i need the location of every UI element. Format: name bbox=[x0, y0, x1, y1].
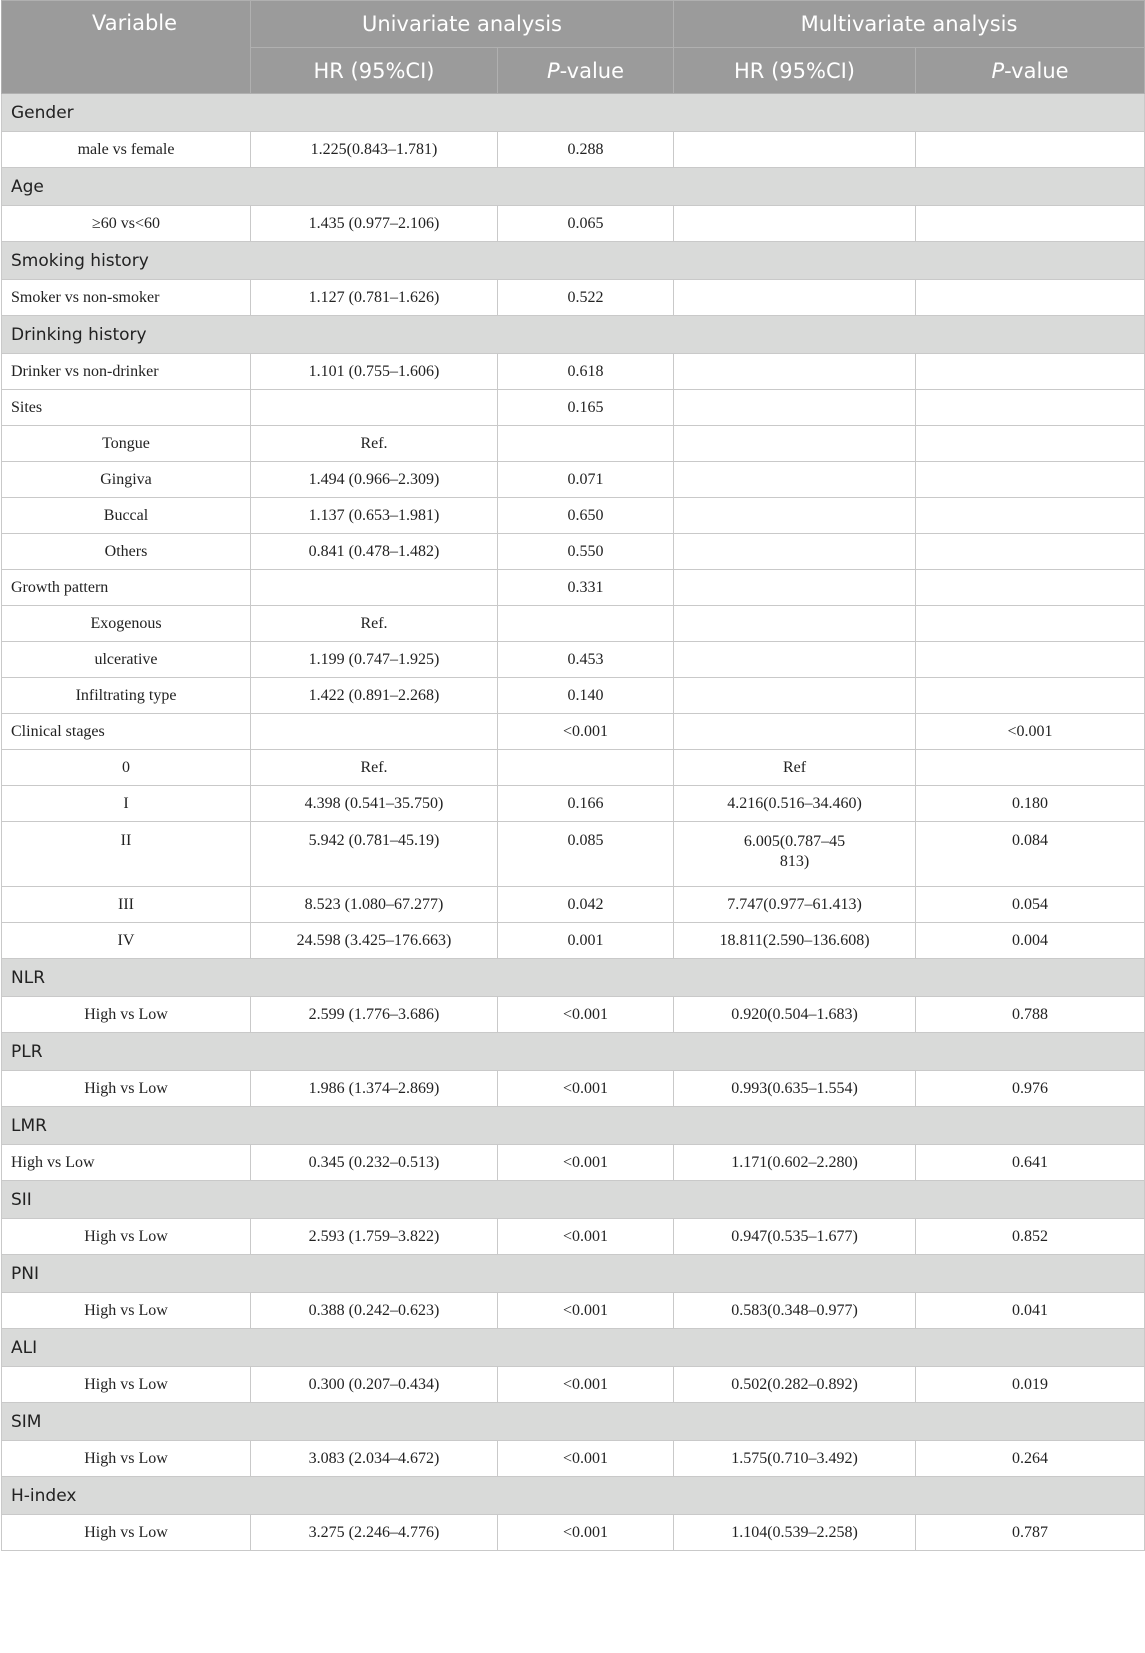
multivariate-p-cell bbox=[916, 606, 1145, 642]
univariate-hr-cell: 1.422 (0.891–2.268) bbox=[251, 678, 498, 714]
multivariate-hr-cell bbox=[674, 534, 916, 570]
group-label: ALI bbox=[2, 1329, 1145, 1367]
table-row bbox=[2, 390, 1145, 426]
header-multivariate-p bbox=[916, 48, 1145, 94]
hr-line-1: 6.005(0.787–45 bbox=[743, 833, 846, 850]
multivariate-hr-cell: 0.947(0.535–1.677) bbox=[674, 1219, 916, 1255]
group-label: H-index bbox=[2, 1477, 1145, 1515]
row-label: Clinical stages bbox=[2, 714, 251, 750]
group-label: SII bbox=[2, 1181, 1145, 1219]
univariate-p-cell: 0.085 bbox=[498, 822, 674, 887]
table-body bbox=[2, 94, 1145, 1551]
multivariate-hr-cell bbox=[674, 498, 916, 534]
multivariate-hr-cell bbox=[674, 642, 916, 678]
row-label: High vs Low bbox=[2, 1145, 251, 1181]
univariate-p-cell: 0.065 bbox=[498, 206, 674, 242]
univariate-hr-cell: 0.388 (0.242–0.623) bbox=[251, 1293, 498, 1329]
cox-regression-table bbox=[1, 0, 1145, 1551]
multivariate-p-cell: 0.976 bbox=[916, 1071, 1145, 1107]
univariate-hr-cell bbox=[251, 390, 498, 426]
group-label: Drinking history bbox=[2, 316, 1145, 354]
row-label: IV bbox=[2, 923, 251, 959]
row-label: Others bbox=[2, 534, 251, 570]
univariate-hr-cell: Ref. bbox=[251, 750, 498, 786]
row-label: High vs Low bbox=[2, 1293, 251, 1329]
multivariate-hr-cell: 4.216(0.516–34.460) bbox=[674, 786, 916, 822]
table-row bbox=[2, 997, 1145, 1033]
row-label: High vs Low bbox=[2, 1071, 251, 1107]
univariate-hr-cell: 24.598 (3.425–176.663) bbox=[251, 923, 498, 959]
table-row bbox=[2, 642, 1145, 678]
header-univariate: Univariate analysis bbox=[251, 1, 674, 48]
univariate-hr-cell: Ref. bbox=[251, 426, 498, 462]
row-label: II bbox=[2, 822, 251, 887]
univariate-hr-cell: 2.599 (1.776–3.686) bbox=[251, 997, 498, 1033]
group-label: Smoking history bbox=[2, 242, 1145, 280]
table-row bbox=[2, 786, 1145, 822]
multivariate-p-cell bbox=[916, 280, 1145, 316]
univariate-p-cell: 0.453 bbox=[498, 642, 674, 678]
univariate-p-cell: 0.071 bbox=[498, 462, 674, 498]
multivariate-hr-cell bbox=[674, 206, 916, 242]
multivariate-p-cell bbox=[916, 678, 1145, 714]
univariate-p-cell: <0.001 bbox=[498, 1219, 674, 1255]
table-row bbox=[2, 498, 1145, 534]
group-header-row bbox=[2, 1033, 1145, 1071]
table-row bbox=[2, 714, 1145, 750]
group-header-row bbox=[2, 242, 1145, 280]
univariate-p-cell: <0.001 bbox=[498, 1367, 674, 1403]
row-label: ulcerative bbox=[2, 642, 251, 678]
multivariate-p-cell: 0.264 bbox=[916, 1441, 1145, 1477]
multivariate-p-cell: 0.019 bbox=[916, 1367, 1145, 1403]
group-header-row bbox=[2, 94, 1145, 132]
group-header-row bbox=[2, 1477, 1145, 1515]
multivariate-p-cell: 0.041 bbox=[916, 1293, 1145, 1329]
univariate-hr-cell: 1.101 (0.755–1.606) bbox=[251, 354, 498, 390]
header-univariate-p bbox=[498, 48, 674, 94]
table-row bbox=[2, 678, 1145, 714]
table-row bbox=[2, 923, 1145, 959]
univariate-p-cell: 0.288 bbox=[498, 132, 674, 168]
multivariate-hr-cell: Ref bbox=[674, 750, 916, 786]
header-variable: Variable bbox=[2, 1, 251, 94]
multivariate-p-cell bbox=[916, 206, 1145, 242]
table-row bbox=[2, 462, 1145, 498]
multivariate-p-cell bbox=[916, 426, 1145, 462]
univariate-hr-cell: 1.225(0.843–1.781) bbox=[251, 132, 498, 168]
row-label: High vs Low bbox=[2, 1441, 251, 1477]
table-row bbox=[2, 354, 1145, 390]
multivariate-p-cell bbox=[916, 534, 1145, 570]
table-row bbox=[2, 1515, 1145, 1551]
group-label: SIM bbox=[2, 1403, 1145, 1441]
univariate-p-cell: 0.618 bbox=[498, 354, 674, 390]
multivariate-hr-cell: 18.811(2.590–136.608) bbox=[674, 923, 916, 959]
multivariate-p-cell: <0.001 bbox=[916, 714, 1145, 750]
univariate-p-cell: 0.166 bbox=[498, 786, 674, 822]
multivariate-hr-cell: 0.993(0.635–1.554) bbox=[674, 1071, 916, 1107]
group-label: PNI bbox=[2, 1255, 1145, 1293]
group-label: NLR bbox=[2, 959, 1145, 997]
univariate-p-cell: 0.331 bbox=[498, 570, 674, 606]
univariate-hr-cell bbox=[251, 714, 498, 750]
univariate-hr-cell: 3.275 (2.246–4.776) bbox=[251, 1515, 498, 1551]
p-suffix: -value bbox=[559, 58, 625, 83]
univariate-hr-cell: 0.841 (0.478–1.482) bbox=[251, 534, 498, 570]
multivariate-hr-cell bbox=[674, 822, 916, 887]
row-label: High vs Low bbox=[2, 1219, 251, 1255]
multivariate-hr-cell bbox=[674, 462, 916, 498]
group-header-row bbox=[2, 1255, 1145, 1293]
multivariate-p-cell: 0.180 bbox=[916, 786, 1145, 822]
row-label: Growth pattern bbox=[2, 570, 251, 606]
table-row bbox=[2, 1367, 1145, 1403]
multivariate-hr-cell: 0.920(0.504–1.683) bbox=[674, 997, 916, 1033]
univariate-hr-cell: 1.435 (0.977–2.106) bbox=[251, 206, 498, 242]
multivariate-p-cell bbox=[916, 390, 1145, 426]
univariate-p-cell bbox=[498, 426, 674, 462]
univariate-p-cell: 0.140 bbox=[498, 678, 674, 714]
header-univariate-hr: HR (95%CI) bbox=[251, 48, 498, 94]
row-label: High vs Low bbox=[2, 1367, 251, 1403]
group-label: PLR bbox=[2, 1033, 1145, 1071]
group-label: Gender bbox=[2, 94, 1145, 132]
multivariate-hr-cell bbox=[674, 714, 916, 750]
univariate-p-cell bbox=[498, 606, 674, 642]
univariate-hr-cell: 2.593 (1.759–3.822) bbox=[251, 1219, 498, 1255]
multivariate-p-cell bbox=[916, 498, 1145, 534]
row-label: Infiltrating type bbox=[2, 678, 251, 714]
row-label: High vs Low bbox=[2, 1515, 251, 1551]
row-label: Buccal bbox=[2, 498, 251, 534]
univariate-hr-cell: 0.300 (0.207–0.434) bbox=[251, 1367, 498, 1403]
multivariate-p-cell: 0.084 bbox=[916, 822, 1145, 887]
univariate-p-cell: <0.001 bbox=[498, 1515, 674, 1551]
table-row bbox=[2, 822, 1145, 887]
row-label: ≥60 vs<60 bbox=[2, 206, 251, 242]
multivariate-hr-cell: 0.502(0.282–0.892) bbox=[674, 1367, 916, 1403]
multivariate-hr-cell bbox=[674, 678, 916, 714]
univariate-p-cell: <0.001 bbox=[498, 714, 674, 750]
row-label: Sites bbox=[2, 390, 251, 426]
univariate-hr-cell: 1.494 (0.966–2.309) bbox=[251, 462, 498, 498]
row-label: Tongue bbox=[2, 426, 251, 462]
p-italic: P bbox=[546, 58, 560, 83]
group-header-row bbox=[2, 1329, 1145, 1367]
univariate-hr-cell: 1.199 (0.747–1.925) bbox=[251, 642, 498, 678]
univariate-p-cell: <0.001 bbox=[498, 997, 674, 1033]
univariate-p-cell: 0.522 bbox=[498, 280, 674, 316]
table-row bbox=[2, 606, 1145, 642]
row-label: High vs Low bbox=[2, 997, 251, 1033]
group-header-row bbox=[2, 1107, 1145, 1145]
row-label: male vs female bbox=[2, 132, 251, 168]
multivariate-hr-cell bbox=[674, 606, 916, 642]
univariate-p-cell: 0.001 bbox=[498, 923, 674, 959]
p-italic: P bbox=[991, 58, 1005, 83]
group-header-row bbox=[2, 1403, 1145, 1441]
multivariate-hr-cell: 0.583(0.348–0.977) bbox=[674, 1293, 916, 1329]
row-label: Smoker vs non-smoker bbox=[2, 280, 251, 316]
table-row bbox=[2, 1071, 1145, 1107]
group-label: Age bbox=[2, 168, 1145, 206]
multivariate-p-cell bbox=[916, 750, 1145, 786]
univariate-hr-cell bbox=[251, 570, 498, 606]
group-label: LMR bbox=[2, 1107, 1145, 1145]
row-label: Exogenous bbox=[2, 606, 251, 642]
table-row bbox=[2, 534, 1145, 570]
table-row bbox=[2, 887, 1145, 923]
row-label: Gingiva bbox=[2, 462, 251, 498]
univariate-p-cell: 0.165 bbox=[498, 390, 674, 426]
univariate-p-cell bbox=[498, 750, 674, 786]
group-header-row bbox=[2, 168, 1145, 206]
hr-line-2: 813) bbox=[779, 853, 810, 870]
table-row bbox=[2, 1441, 1145, 1477]
multivariate-p-cell bbox=[916, 642, 1145, 678]
group-header-row bbox=[2, 1181, 1145, 1219]
multivariate-hr-cell: 7.747(0.977–61.413) bbox=[674, 887, 916, 923]
table-row bbox=[2, 1145, 1145, 1181]
group-header-row bbox=[2, 959, 1145, 997]
multivariate-hr-cell bbox=[674, 570, 916, 606]
multivariate-hr-cell bbox=[674, 390, 916, 426]
multivariate-p-cell: 0.641 bbox=[916, 1145, 1145, 1181]
univariate-hr-cell: 8.523 (1.080–67.277) bbox=[251, 887, 498, 923]
table-row bbox=[2, 206, 1145, 242]
univariate-p-cell: <0.001 bbox=[498, 1441, 674, 1477]
table-row bbox=[2, 132, 1145, 168]
univariate-p-cell: 0.550 bbox=[498, 534, 674, 570]
univariate-hr-cell: 1.127 (0.781–1.626) bbox=[251, 280, 498, 316]
univariate-p-cell: <0.001 bbox=[498, 1145, 674, 1181]
table-row bbox=[2, 750, 1145, 786]
header-multivariate: Multivariate analysis bbox=[674, 1, 1145, 48]
row-label: Drinker vs non-drinker bbox=[2, 354, 251, 390]
group-header-row bbox=[2, 316, 1145, 354]
univariate-hr-cell: Ref. bbox=[251, 606, 498, 642]
multivariate-p-cell: 0.787 bbox=[916, 1515, 1145, 1551]
multivariate-hr-cell: 1.171(0.602–2.280) bbox=[674, 1145, 916, 1181]
multivariate-hr-cell bbox=[674, 132, 916, 168]
multivariate-p-cell: 0.788 bbox=[916, 997, 1145, 1033]
multivariate-p-cell bbox=[916, 354, 1145, 390]
univariate-hr-cell: 3.083 (2.034–4.672) bbox=[251, 1441, 498, 1477]
multivariate-p-cell: 0.004 bbox=[916, 923, 1145, 959]
univariate-hr-cell: 4.398 (0.541–35.750) bbox=[251, 786, 498, 822]
multivariate-p-cell bbox=[916, 132, 1145, 168]
multivariate-hr-cell bbox=[674, 426, 916, 462]
univariate-p-cell: <0.001 bbox=[498, 1071, 674, 1107]
univariate-hr-cell: 1.137 (0.653–1.981) bbox=[251, 498, 498, 534]
multivariate-p-cell: 0.852 bbox=[916, 1219, 1145, 1255]
multivariate-hr-cell bbox=[674, 354, 916, 390]
multivariate-p-cell bbox=[916, 462, 1145, 498]
table-row bbox=[2, 280, 1145, 316]
table-row bbox=[2, 570, 1145, 606]
multivariate-hr-cell bbox=[674, 280, 916, 316]
table-row bbox=[2, 426, 1145, 462]
univariate-p-cell: <0.001 bbox=[498, 1293, 674, 1329]
row-label: 0 bbox=[2, 750, 251, 786]
p-suffix: -value bbox=[1004, 58, 1069, 83]
multivariate-p-cell bbox=[916, 570, 1145, 606]
row-label: I bbox=[2, 786, 251, 822]
multivariate-p-cell: 0.054 bbox=[916, 887, 1145, 923]
header-multivariate-hr: HR (95%CI) bbox=[674, 48, 916, 94]
univariate-hr-cell: 1.986 (1.374–2.869) bbox=[251, 1071, 498, 1107]
univariate-hr-cell: 5.942 (0.781–45.19) bbox=[251, 822, 498, 887]
table-row bbox=[2, 1219, 1145, 1255]
univariate-p-cell: 0.650 bbox=[498, 498, 674, 534]
univariate-hr-cell: 0.345 (0.232–0.513) bbox=[251, 1145, 498, 1181]
table-row bbox=[2, 1293, 1145, 1329]
multivariate-hr-cell: 1.104(0.539–2.258) bbox=[674, 1515, 916, 1551]
multivariate-hr-cell: 1.575(0.710–3.492) bbox=[674, 1441, 916, 1477]
row-label: III bbox=[2, 887, 251, 923]
univariate-p-cell: 0.042 bbox=[498, 887, 674, 923]
